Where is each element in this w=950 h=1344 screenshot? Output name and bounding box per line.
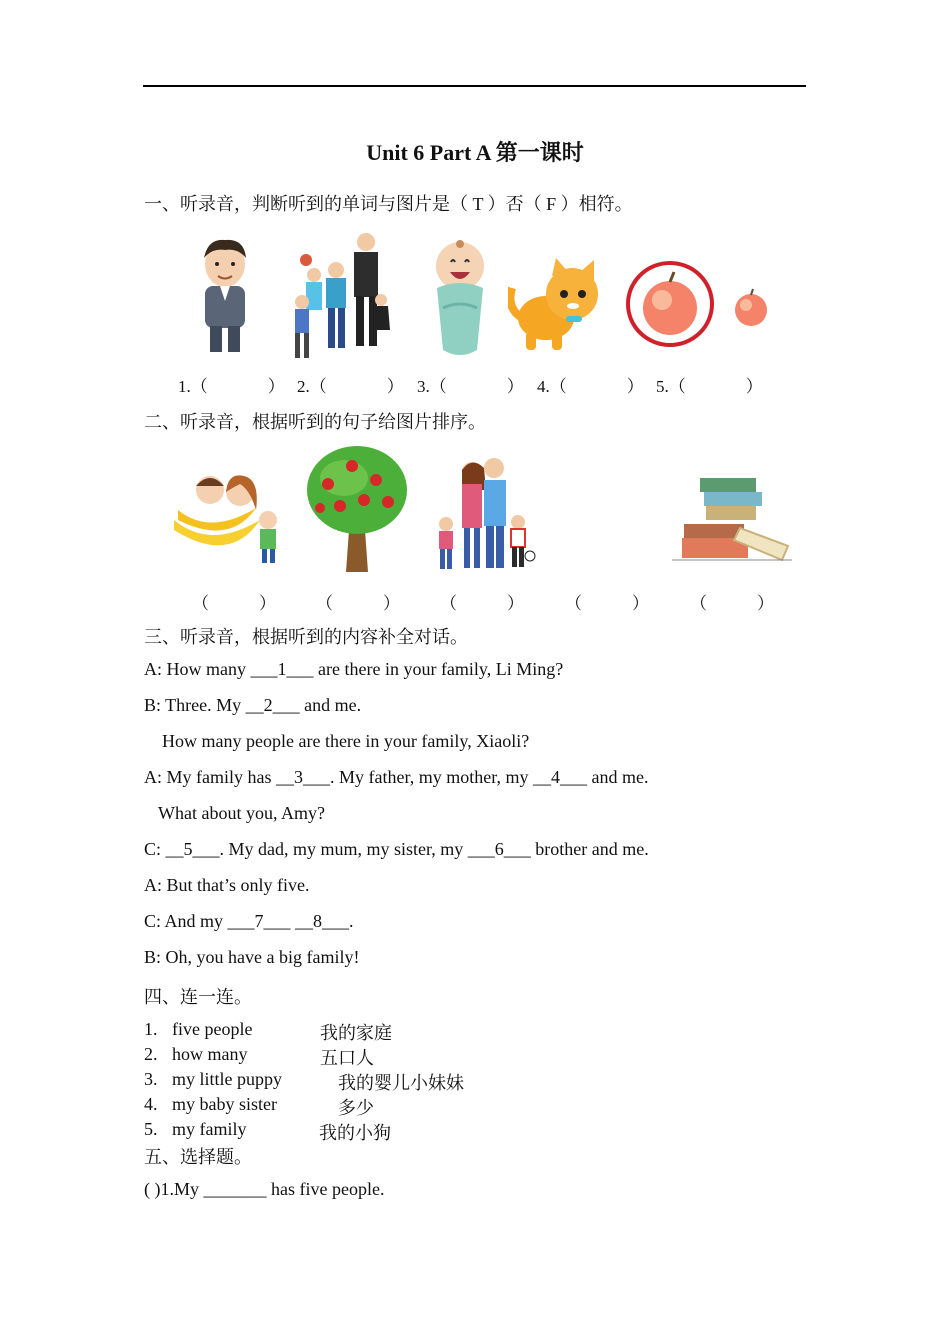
- dialogue-line-1: A: How many ___1___ are there in your family, Li Ming?: [144, 659, 564, 679]
- baby-picture: [425, 238, 495, 358]
- books-picture: [672, 474, 792, 564]
- answer-slot-3[interactable]: 3.（ ）: [417, 377, 524, 396]
- apple-circled-picture: [624, 260, 716, 348]
- family-group-picture: [286, 230, 396, 365]
- blank-2[interactable]: __2___: [245, 695, 300, 715]
- match-left-5[interactable]: my family: [172, 1119, 247, 1139]
- match-num-4: 4.: [144, 1094, 158, 1114]
- choice-answer-slot[interactable]: ( )1.My: [144, 1179, 204, 1199]
- cat-picture: [508, 258, 608, 354]
- match-left-2[interactable]: how many: [172, 1044, 248, 1064]
- match-num-3: 3.: [144, 1069, 158, 1089]
- section1-heading: 一、听录音，判断听到的单词与图片是（ T ）否（ F ）相符。: [144, 194, 633, 214]
- blank-3[interactable]: __3___: [276, 767, 330, 787]
- answer-slot-2[interactable]: 2.（ ）: [297, 377, 404, 396]
- order-slot-2[interactable]: （ ）: [316, 594, 400, 613]
- dialogue-line-6: C: __5___. My dad, my mum, my sister, my ___6___ brother and me.: [144, 839, 649, 859]
- match-right-2[interactable]: 五口人: [320, 1048, 374, 1068]
- apple-picture: [730, 288, 772, 328]
- match-right-4[interactable]: 多少: [338, 1098, 374, 1118]
- blank-8[interactable]: __8___: [295, 911, 350, 931]
- dialogue-line-5: What about you, Amy?: [158, 803, 325, 823]
- section3-heading: 三、听录音，根据听到的内容补全对话。: [144, 627, 468, 647]
- header-rule: [143, 85, 806, 87]
- match-right-5[interactable]: 我的小狗: [319, 1123, 391, 1143]
- page-title: Unit 6 Part A 第一课时: [366, 140, 584, 165]
- answer-slot-5[interactable]: 5.（ ）: [656, 377, 763, 396]
- section5-heading: 五、选择题。: [144, 1147, 252, 1167]
- apple-tree-picture: [304, 444, 410, 574]
- dialogue-line-2: B: Three. My __2___ and me.: [144, 695, 362, 715]
- match-right-3[interactable]: 我的婴儿小妹妹: [338, 1073, 464, 1093]
- order-slot-1[interactable]: （ ）: [192, 594, 276, 613]
- order-slot-5[interactable]: （ ）: [690, 594, 774, 613]
- order-slot-3[interactable]: （ ）: [440, 594, 524, 613]
- blank-1[interactable]: ___1___: [250, 659, 314, 679]
- section2-heading: 二、听录音，根据听到的句子给图片排序。: [144, 412, 486, 432]
- answer-slot-4[interactable]: 4.（ ）: [537, 377, 644, 396]
- dialogue-line-8: C: And my ___7___ __8___.: [144, 911, 354, 931]
- match-left-4[interactable]: my baby sister: [172, 1094, 277, 1114]
- match-num-2: 2.: [144, 1044, 158, 1064]
- dialogue-line-9: B: Oh, you have a big family!: [144, 947, 360, 967]
- family-bananas-picture: [170, 470, 288, 566]
- blank-4[interactable]: __4___: [533, 767, 588, 787]
- order-slot-4[interactable]: （ ）: [565, 594, 649, 613]
- blank-6[interactable]: ___6___: [467, 839, 531, 859]
- match-num-5: 5.: [144, 1119, 158, 1139]
- match-right-1[interactable]: 我的家庭: [320, 1023, 392, 1043]
- dialogue-line-7: A: But that’s only five.: [144, 875, 310, 895]
- choice-blank[interactable]: _______: [203, 1179, 267, 1199]
- family-four-picture: [432, 456, 536, 572]
- dialogue-line-4: A: My family has __3___. My father, my mother, my __4___ and me.: [144, 767, 649, 787]
- match-left-3[interactable]: my little puppy: [172, 1069, 282, 1089]
- choice-question-1: ( )1.My _______ has five people.: [144, 1179, 385, 1199]
- blank-5[interactable]: __5___: [165, 839, 220, 859]
- match-num-1: 1.: [144, 1019, 158, 1039]
- section4-heading: 四、连一连。: [144, 987, 252, 1007]
- answer-slot-1[interactable]: 1.（ ）: [178, 377, 285, 396]
- man-picture: [190, 236, 260, 356]
- dialogue-line-3: How many people are there in your family, Xiaoli?: [162, 731, 530, 751]
- blank-7[interactable]: ___7___: [227, 911, 291, 931]
- match-left-1[interactable]: five people: [172, 1019, 253, 1039]
